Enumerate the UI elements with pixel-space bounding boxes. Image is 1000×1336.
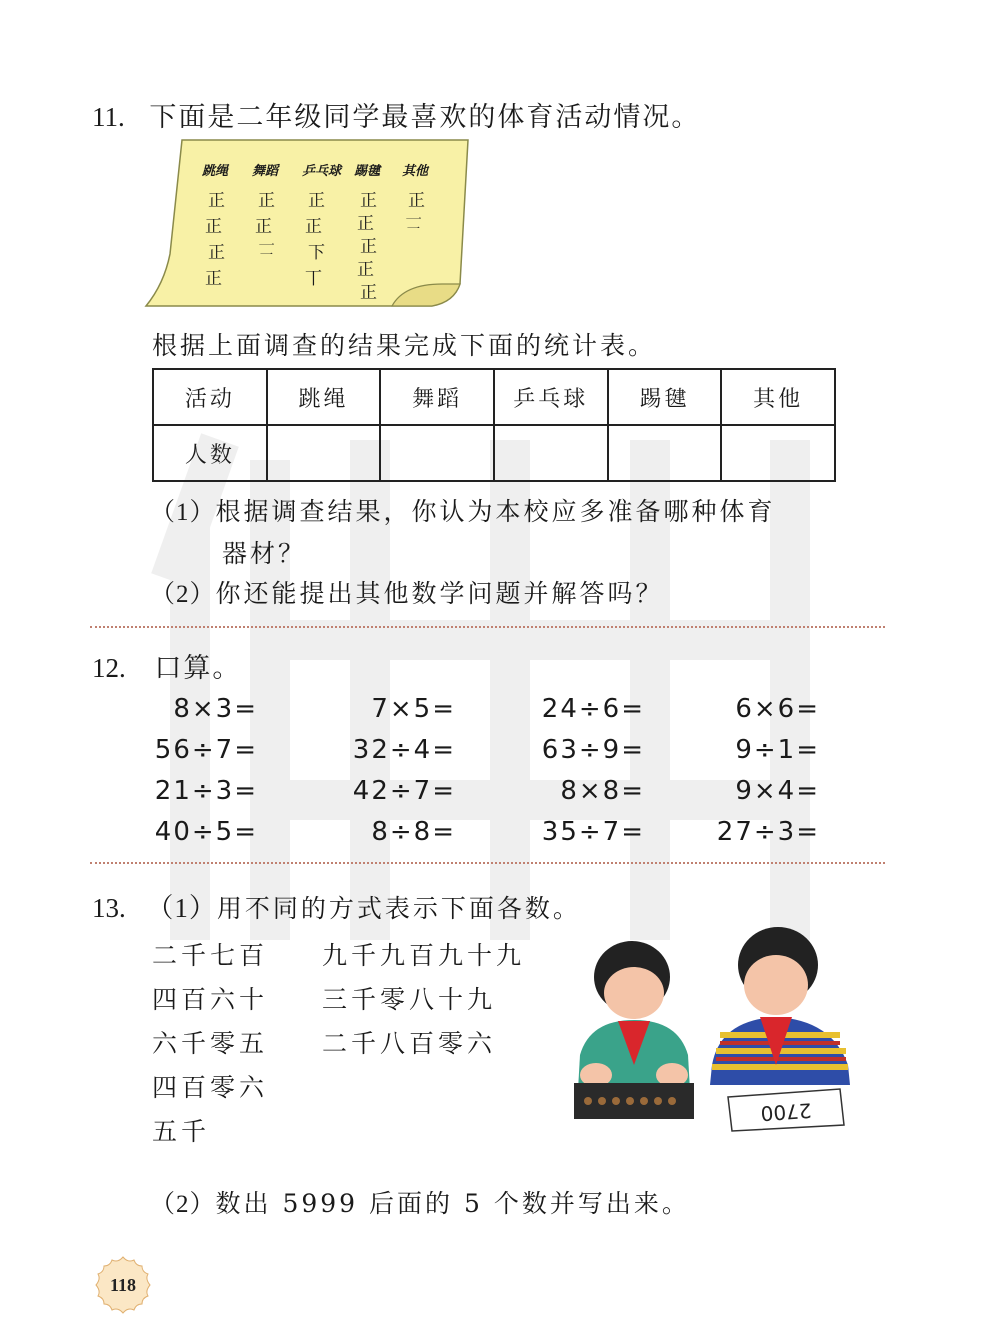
table-cell-activity: 其他 <box>721 369 835 425</box>
q13-sub2-text: 数出 5999 后面的 5 个数并写出来。 <box>215 1189 690 1218</box>
table-cell-count-blank[interactable] <box>494 425 608 481</box>
q13-number: 13. <box>92 893 126 923</box>
table-cell-activity: 跳绳 <box>267 369 381 425</box>
tally-mark: 正 <box>360 283 377 303</box>
q11-number: 11. <box>92 102 125 132</box>
table-cell-count-blank[interactable] <box>608 425 722 481</box>
calc-item: 6×6= <box>735 694 820 724</box>
table-cell-activity: 舞蹈 <box>380 369 494 425</box>
tally-mark: 正 <box>205 269 222 289</box>
tally-mark: 正 <box>360 191 377 211</box>
q12-number: 12. <box>92 653 126 683</box>
q11-sub1-label: （1） <box>150 499 216 526</box>
children-illustration <box>560 925 860 1135</box>
q11-sub1-text: 根据调查结果，你认为本校应多准备哪种体育 <box>215 497 776 526</box>
tally-note <box>142 134 472 314</box>
tally-mark: 正 <box>360 237 377 257</box>
table-cell-activity: 乒乓球 <box>494 369 608 425</box>
q13-sub2-label: （2） <box>150 1191 216 1218</box>
q11-instruction: 根据上面调查的结果完成下面的统计表。 <box>152 331 657 360</box>
table-cell-count-blank[interactable] <box>267 425 381 481</box>
table-row-activities <box>153 369 835 425</box>
separator <box>90 862 885 864</box>
tally-header: 舞蹈 <box>252 164 279 179</box>
calc-item: 9×4= <box>735 776 820 806</box>
tally-columns <box>202 160 462 310</box>
page-number: 118 <box>109 1275 137 1295</box>
q13-sub1-label: （1） <box>146 893 217 923</box>
tally-header: 踢毽 <box>354 164 381 179</box>
tally-mark: 正 <box>357 214 374 234</box>
table-header-activity: 活动 <box>153 369 267 425</box>
tally-mark: 正 <box>258 191 275 211</box>
calc-item: 32÷4= <box>352 735 456 765</box>
calc-item: 40÷5= <box>154 817 258 847</box>
tally-mark: 正 <box>255 217 272 237</box>
paper-number: 2700 <box>759 1098 813 1126</box>
number-word: 六千零五 <box>152 1029 269 1058</box>
calc-item: 27÷3= <box>716 817 820 847</box>
number-word: 二千七百 <box>152 941 269 970</box>
tally-mark: 正 <box>357 260 374 280</box>
q11-heading <box>92 95 700 134</box>
table-row-counts <box>153 425 835 481</box>
calc-item: 24÷6= <box>541 694 645 724</box>
tally-mark: 正 <box>408 191 425 211</box>
page-number-badge <box>92 1254 154 1316</box>
q11-title: 下面是二年级同学最喜欢的体育活动情况。 <box>149 102 701 133</box>
q11-sub2-text: 你还能提出其他数学问题并解答吗？ <box>215 579 664 608</box>
number-word: 五千 <box>152 1117 211 1146</box>
tally-header: 跳绳 <box>202 164 229 179</box>
number-word: 九千九百九十九 <box>322 941 526 970</box>
tally-mark: 正 <box>305 217 322 237</box>
tally-mark: 丅 <box>305 269 322 289</box>
number-word: 三千零八十九 <box>322 985 497 1014</box>
stats-table <box>152 368 836 482</box>
number-word: 二千八百零六 <box>322 1029 497 1058</box>
calc-item: 7×5= <box>371 694 456 724</box>
tally-mark: 正 <box>208 243 225 263</box>
q11-sub2-label: （2） <box>150 581 216 608</box>
table-cell-count-blank[interactable] <box>380 425 494 481</box>
q12-title: 口算。 <box>154 653 242 684</box>
calc-item: 9÷1= <box>735 735 820 765</box>
calc-item: 63÷9= <box>541 735 645 765</box>
tally-mark: 正 <box>205 217 222 237</box>
tally-mark: 正 <box>308 191 325 211</box>
calc-item: 8÷8= <box>371 817 456 847</box>
q13-heading <box>92 886 581 925</box>
calc-item: 8×8= <box>560 776 645 806</box>
tally-header: 其他 <box>402 164 429 179</box>
number-word: 四百六十 <box>152 985 269 1014</box>
q12-heading <box>92 646 241 685</box>
table-cell-count-blank[interactable] <box>721 425 835 481</box>
calc-item: 21÷3= <box>154 776 258 806</box>
q11-sub2 <box>150 574 664 610</box>
q13-sub2 <box>150 1184 690 1220</box>
number-word: 四百零六 <box>152 1073 269 1102</box>
q13-sub1-text: 用不同的方式表示下面各数。 <box>216 894 581 923</box>
q11-sub1-cont: 器材？ <box>222 539 307 568</box>
separator <box>90 626 885 628</box>
tally-mark: 正 <box>208 191 225 211</box>
table-header-count: 人数 <box>153 425 267 481</box>
tally-mark: 𠄟 <box>405 214 422 234</box>
calc-item: 42÷7= <box>352 776 456 806</box>
calc-item: 8×3= <box>173 694 258 724</box>
calc-item: 56÷7= <box>154 735 258 765</box>
calc-item: 35÷7= <box>541 817 645 847</box>
tally-mark: 下 <box>308 243 325 263</box>
tally-mark: 𠄟 <box>258 240 275 260</box>
table-cell-activity: 踢毽 <box>608 369 722 425</box>
q11-sub1 <box>150 492 776 528</box>
tally-header: 乒乓球 <box>302 164 342 179</box>
